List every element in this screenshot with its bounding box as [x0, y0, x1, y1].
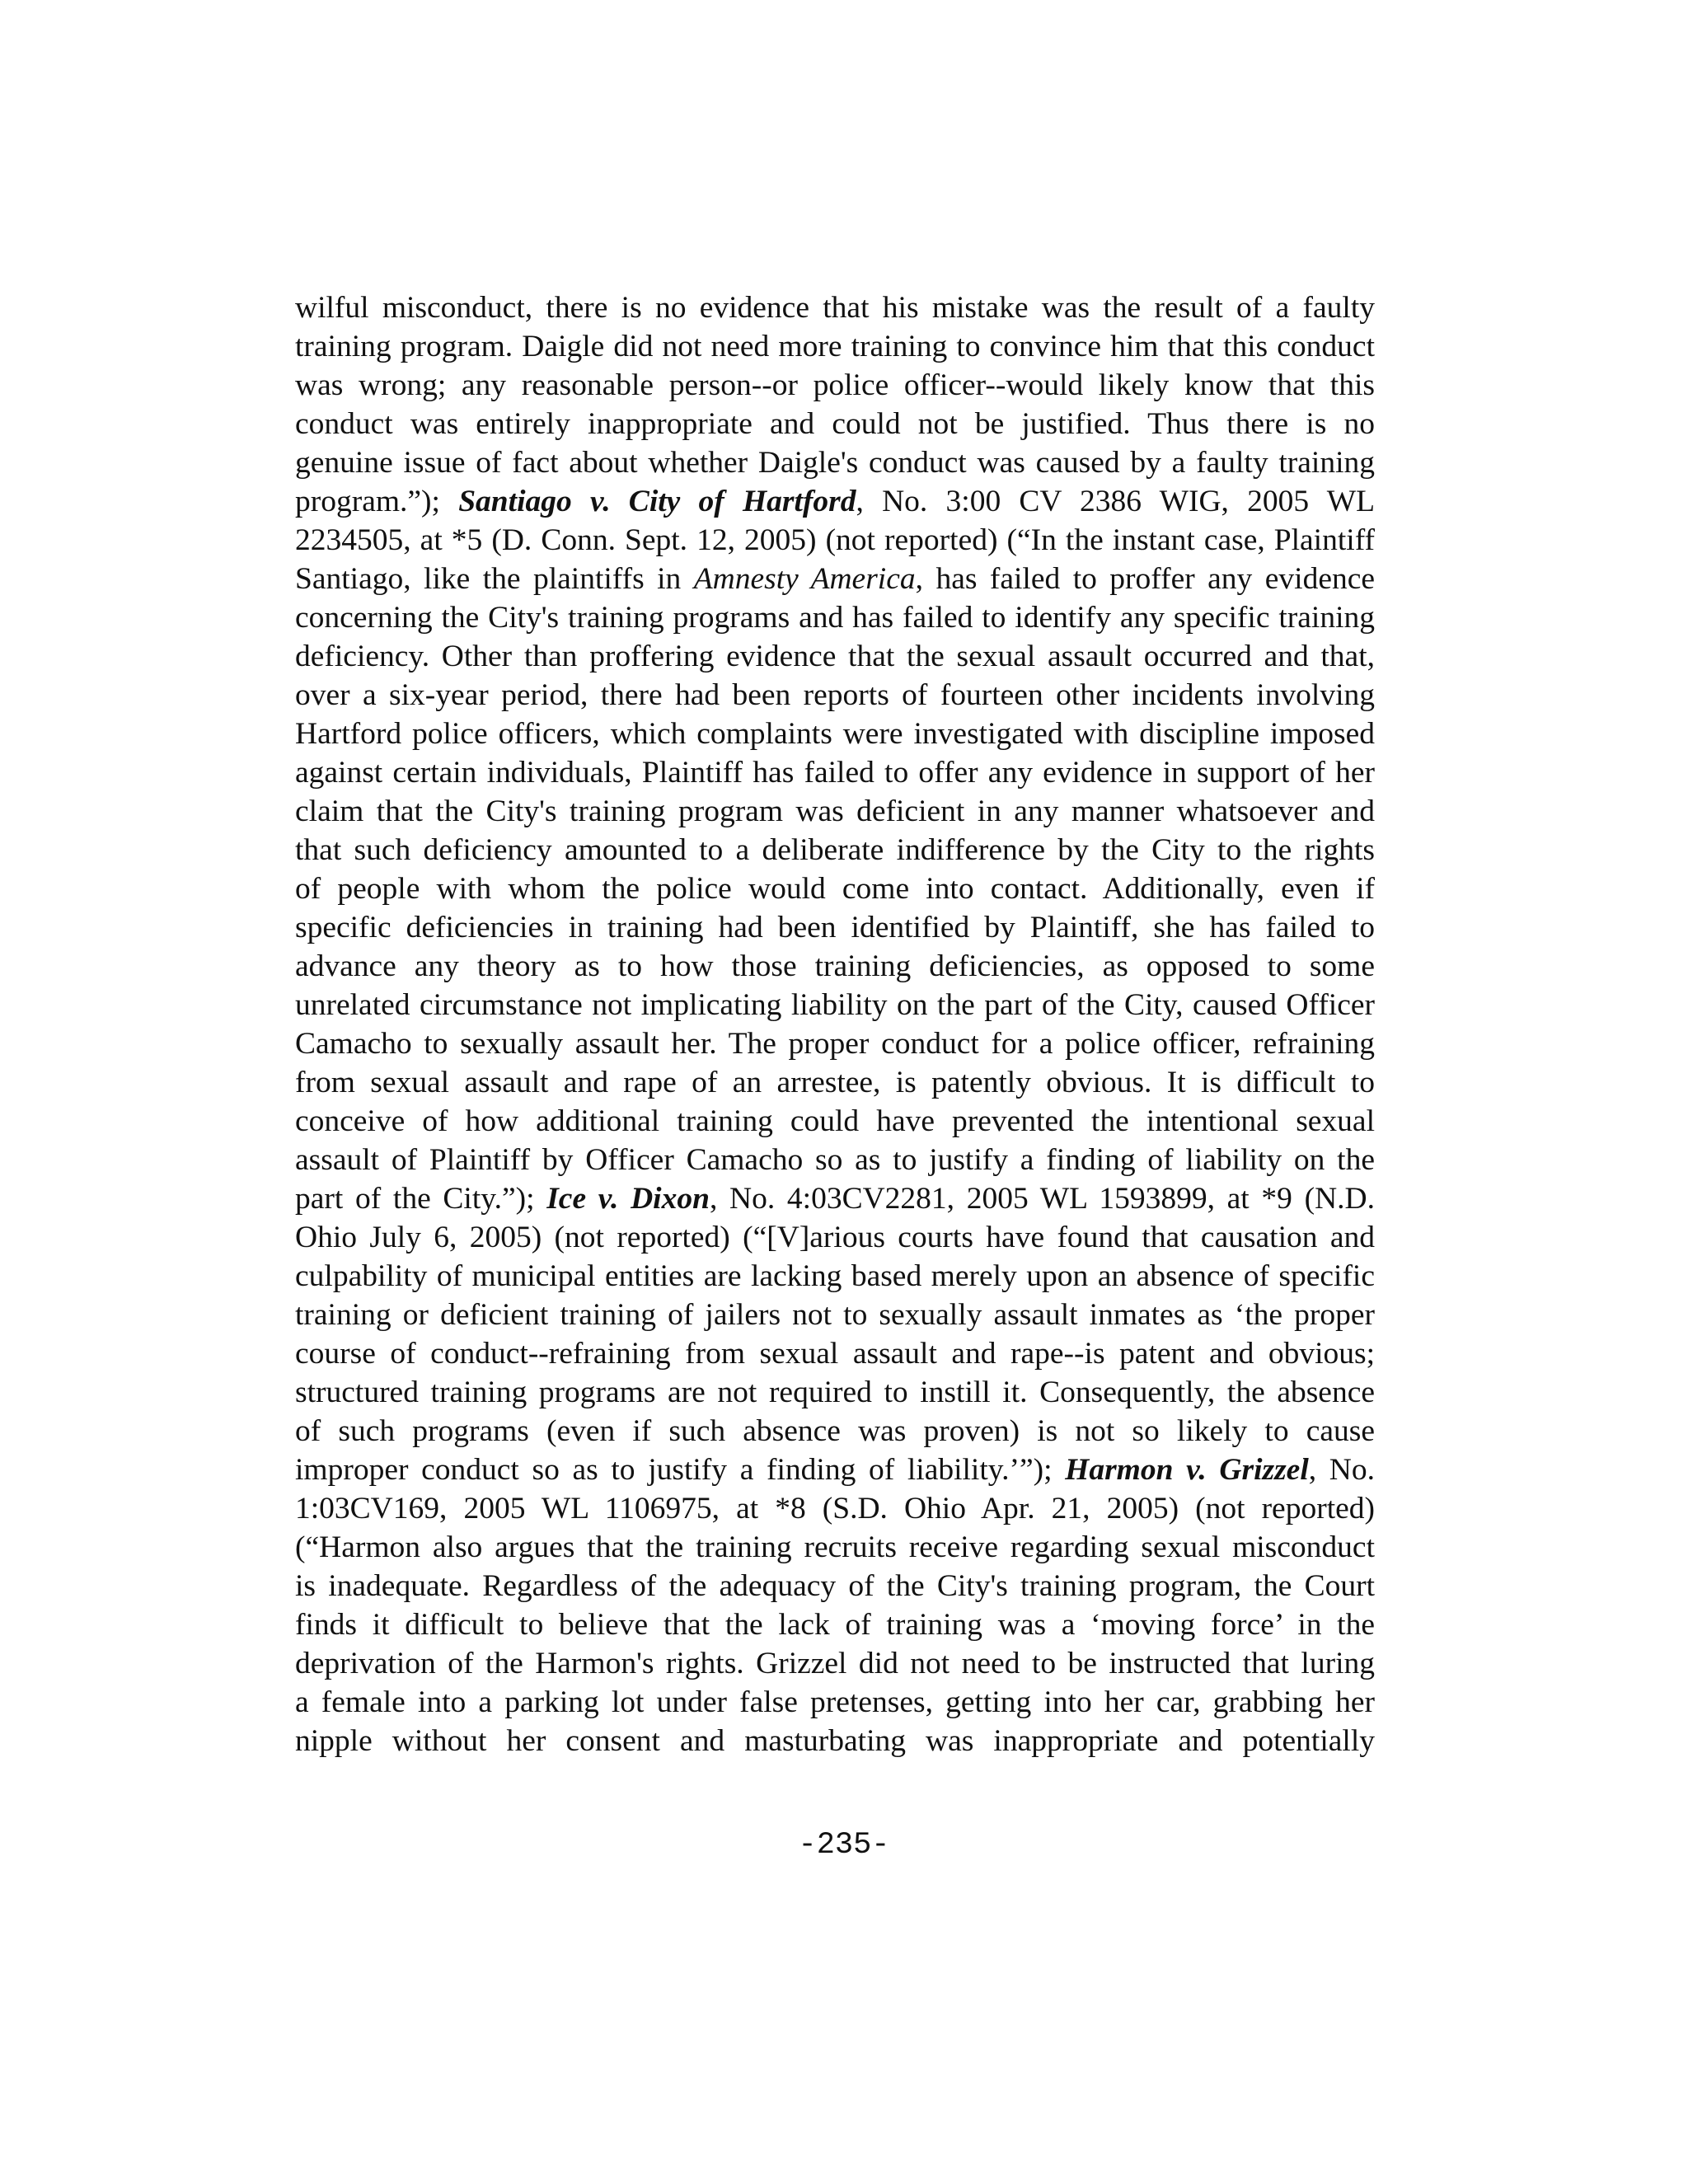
text-line: [295, 521, 1375, 560]
text-segment: advance any theory as to how those training deficiencies, as opposed to some: [295, 949, 1375, 983]
case-citation: Harmon v. Grizzel: [1065, 1453, 1309, 1487]
text-line: [295, 1528, 1375, 1567]
text-line: [295, 560, 1375, 598]
text-segment: part of the City.”);: [295, 1182, 547, 1216]
text-line: [295, 831, 1375, 869]
text-line: [295, 1296, 1375, 1334]
text-line: [295, 869, 1375, 908]
text-segment: , No.: [1308, 1453, 1375, 1487]
text-line: [295, 1451, 1375, 1489]
page-number: -235-: [798, 1828, 890, 1863]
text-segment: was wrong; any reasonable person--or police officer--would likely know that this: [295, 368, 1375, 402]
text-segment: 2234505, at *5 (D. Conn. Sept. 12, 2005) (not reported) (“In the instant case, Plaintiff: [295, 523, 1375, 557]
text-segment: assault of Plaintiff by Officer Camacho so as to justify a finding of liability on the: [295, 1143, 1375, 1177]
text-segment: claim that the City's training program was deficient in any manner whatsoever and: [295, 794, 1375, 828]
text-segment: deprivation of the Harmon's rights. Grizzel did not need to be instructed that luring: [295, 1647, 1375, 1680]
text-line: [295, 1218, 1375, 1257]
case-citation: Ice v. Dixon: [546, 1182, 710, 1216]
text-line: [295, 1179, 1375, 1218]
text-line: [295, 715, 1375, 753]
text-line: [295, 1063, 1375, 1102]
text-line: [295, 1141, 1375, 1179]
text-line: [295, 1567, 1375, 1605]
text-segment: of such programs (even if such absence was proven) is not so likely to cause: [295, 1414, 1375, 1448]
text-segment: structured training programs are not required to instill it. Consequently, the absence: [295, 1376, 1375, 1409]
text-segment: culpability of municipal entities are lacking based merely upon an absence of specific: [295, 1259, 1375, 1293]
text-segment: Ohio July 6, 2005) (not reported) (“[V]arious courts have found that causation and: [295, 1221, 1375, 1254]
text-line: [295, 327, 1375, 366]
text-line: [295, 1257, 1375, 1296]
text-line: [295, 366, 1375, 405]
text-segment: of people with whom the police would come into contact. Additionally, even if: [295, 872, 1375, 906]
italic-text: Amnesty America: [693, 562, 916, 596]
text-line: [295, 986, 1375, 1024]
text-segment: , No. 4:03CV2281, 2005 WL 1593899, at *9 (N.D.: [709, 1182, 1375, 1216]
case-citation: Santiago v. City of Hartford: [458, 485, 856, 518]
text-segment: nipple without her consent and masturbating was inappropriate and potentially: [295, 1724, 1375, 1758]
text-segment: Santiago, like the plaintiffs in: [295, 562, 694, 596]
text-line: [295, 1605, 1375, 1644]
text-line: [295, 1683, 1375, 1722]
body-text: [295, 288, 1375, 1760]
text-segment: concerning the City's training programs and has failed to identify any specific training: [295, 601, 1375, 635]
text-line: [295, 1334, 1375, 1373]
text-segment: Camacho to sexually assault her. The proper conduct for a police officer, refraining: [295, 1027, 1375, 1061]
text-line: [295, 947, 1375, 986]
text-line: [295, 1644, 1375, 1683]
text-line: [295, 443, 1375, 482]
text-line: [295, 1412, 1375, 1451]
text-segment: training or deficient training of jailers not to sexually assault inmates as ‘the proper: [295, 1298, 1375, 1332]
text-line: [295, 676, 1375, 715]
text-segment: genuine issue of fact about whether Daigle's conduct was caused by a faulty training: [295, 446, 1375, 480]
text-segment: unrelated circumstance not implicating liability on the part of the City, caused Officer: [295, 988, 1375, 1022]
text-line: [295, 637, 1375, 676]
text-segment: training program. Daigle did not need more training to convince him that this conduct: [295, 330, 1375, 363]
text-segment: improper conduct so as to justify a finding of liability.’”);: [295, 1453, 1066, 1487]
text-segment: deficiency. Other than proffering evidence that the sexual assault occurred and that,: [295, 640, 1375, 673]
text-segment: against certain individuals, Plaintiff has failed to offer any evidence in support of her: [295, 756, 1375, 790]
text-line: [295, 908, 1375, 947]
text-segment: program.”);: [295, 485, 459, 518]
text-segment: specific deficiencies in training had been identified by Plaintiff, she has failed to: [295, 911, 1375, 944]
text-line: [295, 792, 1375, 831]
text-segment: wilful misconduct, there is no evidence that his mistake was the result of a faulty: [295, 291, 1375, 325]
text-segment: conceive of how additional training could have prevented the intentional sexual: [295, 1104, 1375, 1138]
text-segment: , has failed to proffer any evidence: [915, 562, 1376, 596]
text-segment: (“Harmon also argues that the training recruits receive regarding sexual misconduct: [295, 1530, 1375, 1564]
text-segment: that such deficiency amounted to a deliberate indifference by the City to the rights: [295, 833, 1375, 867]
text-segment: over a six-year period, there had been reports of fourteen other incidents involving: [295, 678, 1375, 712]
text-segment: is inadequate. Regardless of the adequacy of the City's training program, the Court: [295, 1569, 1375, 1603]
text-line: [295, 753, 1375, 792]
text-line: [295, 1024, 1375, 1063]
text-segment: a female into a parking lot under false pretenses, getting into her car, grabbing her: [295, 1685, 1375, 1719]
text-line: [295, 1722, 1375, 1760]
text-line: [295, 598, 1375, 637]
text-line: [295, 482, 1375, 521]
text-segment: Hartford police officers, which complaints were investigated with discipline imposed: [295, 717, 1375, 751]
text-segment: from sexual assault and rape of an arrestee, is patently obvious. It is difficult to: [295, 1066, 1375, 1099]
text-segment: 1:03CV169, 2005 WL 1106975, at *8 (S.D. Ohio Apr. 21, 2005) (not reported): [295, 1492, 1375, 1526]
text-segment: finds it difficult to believe that the lack of training was a ‘moving force’ in the: [295, 1608, 1375, 1642]
text-line: [295, 1102, 1375, 1141]
text-segment: , No. 3:00 CV 2386 WIG, 2005 WL: [856, 485, 1375, 518]
text-line: [295, 1373, 1375, 1412]
text-line: [295, 1489, 1375, 1528]
text-segment: course of conduct--refraining from sexual assault and rape--is patent and obvious;: [295, 1337, 1375, 1371]
text-line: [295, 405, 1375, 443]
text-line: [295, 288, 1375, 327]
text-segment: conduct was entirely inappropriate and could not be justified. Thus there is no: [295, 407, 1375, 441]
